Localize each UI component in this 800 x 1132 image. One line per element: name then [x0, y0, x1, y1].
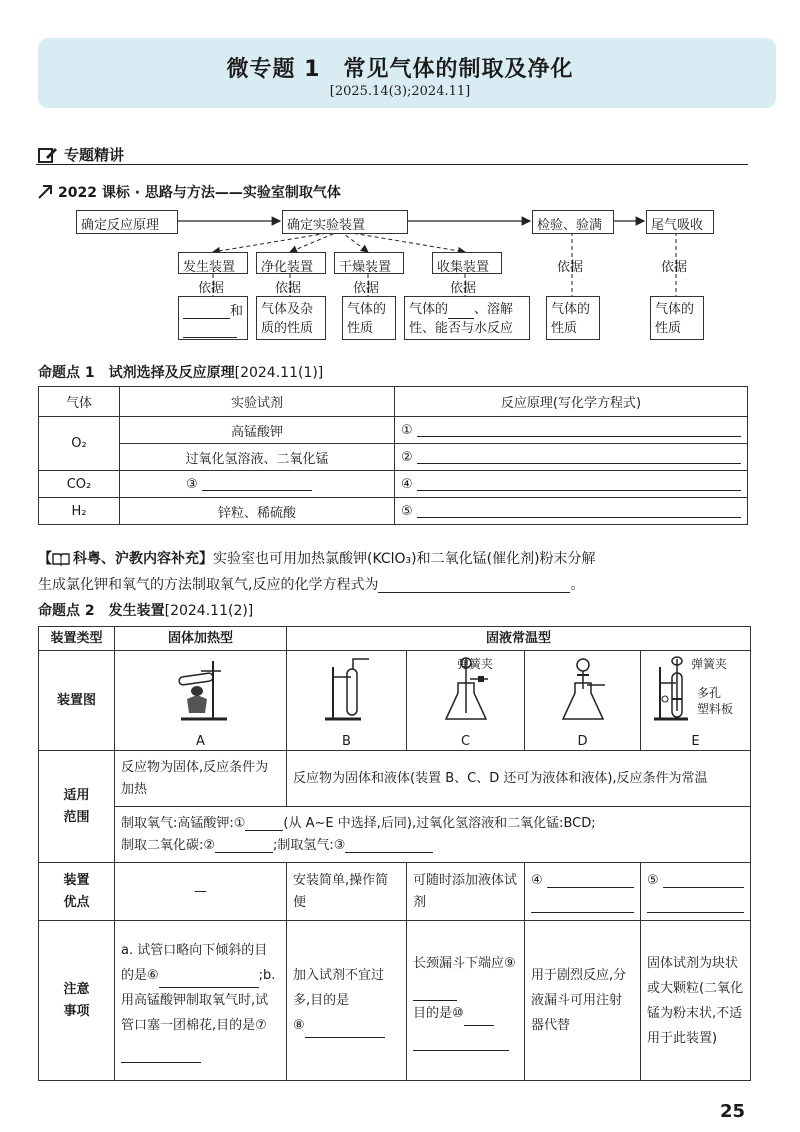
- adv-a: —: [115, 863, 287, 921]
- answer-blank[interactable]: [159, 973, 219, 988]
- scope-answers: 制取氧气:高锰酸钾:① (从 A~E 中选择,后同),过氧化氢溶液和二氧化锰:BCD; 制取二氧化碳:② ;制取氢气:③: [115, 807, 751, 863]
- gas-co2: CO₂: [39, 471, 120, 498]
- adv-d[interactable]: ④: [525, 863, 641, 921]
- point2-table: [38, 626, 751, 1081]
- answer-blank[interactable]: [183, 304, 230, 319]
- box-gen: 发生装置: [178, 252, 248, 274]
- answer-blank[interactable]: [448, 306, 474, 319]
- row-scope-label: 适用 范围: [39, 751, 115, 863]
- answer-blank[interactable]: [378, 578, 570, 593]
- point1-table: [38, 386, 748, 525]
- answer-reagent-3[interactable]: ③: [120, 471, 395, 498]
- col-principle: 反应原理(写化学方程式): [395, 387, 748, 417]
- adv-e[interactable]: ⑤: [641, 863, 751, 921]
- apparatus-d: [525, 651, 641, 751]
- col-solid-heat: 固体加热型: [115, 627, 287, 651]
- box-purify: 净化装置: [256, 252, 326, 274]
- box-dry: 干燥装置: [334, 252, 404, 274]
- check-basis-box: 气体的性质: [546, 296, 600, 340]
- reagent-kmno4: 高锰酸钾: [120, 417, 395, 444]
- basis-label: 依据: [661, 260, 688, 275]
- tail-basis-box: 气体的性质: [650, 296, 704, 340]
- adv-b: 安装简单,操作简便: [287, 863, 407, 921]
- simple-tube-apparatus-icon: [317, 653, 377, 727]
- apparatus-c: 弹簧夹 C: [407, 651, 525, 751]
- apparatus-label: A: [196, 733, 205, 749]
- point2-heading: 命题点 2 发生装置[2024.11(2)]: [38, 603, 254, 619]
- basis-label: 依据: [557, 260, 584, 275]
- col-reagent: 实验试剂: [120, 387, 395, 417]
- box-device: 确定实验装置: [282, 210, 408, 234]
- answer-blank[interactable]: [121, 1048, 201, 1063]
- row-note-label: 注意 事项: [39, 921, 115, 1081]
- heating-apparatus-icon: [161, 653, 241, 727]
- row-adv-label: 装置 优点: [39, 863, 115, 921]
- box-principle: 确定反应原理: [76, 210, 178, 234]
- box-check: 检验、验满: [532, 210, 614, 234]
- answer-blank[interactable]: [219, 973, 259, 988]
- note-d: 用于剧烈反应,分液漏斗可用注射器代替: [525, 921, 641, 1081]
- gas-h2: H₂: [39, 498, 120, 525]
- apparatus-label: B: [342, 733, 351, 749]
- apparatus-label: C: [460, 733, 471, 749]
- answer-blank[interactable]: [215, 838, 273, 853]
- gas-o2: O₂: [39, 417, 120, 471]
- reagent-h2o2: 过氧化氢溶液、二氧化锰: [120, 444, 395, 471]
- scope-bcde: 反应物为固体和液体(装置 B、C、D 还可为液体和液体),反应条件为常温: [287, 751, 751, 807]
- answer-blank[interactable]: [183, 321, 237, 338]
- box-tail: 尾气吸收: [646, 210, 714, 234]
- col-solid-liquid: 固液常温型: [287, 627, 751, 651]
- gen-basis-box: 和: [178, 296, 248, 340]
- apparatus-a: [115, 651, 287, 751]
- answer-row-4[interactable]: ④: [395, 471, 748, 498]
- page-title: 微专题 1 常见气体的制取及净化: [226, 57, 574, 82]
- reagent-zn: 锌粒、稀硫酸: [120, 498, 395, 525]
- answer-blank[interactable]: [305, 1023, 385, 1038]
- section-heading: 专题精讲: [38, 144, 124, 165]
- page-number: 25: [719, 1101, 745, 1122]
- answer-row-5[interactable]: ⑤: [395, 498, 748, 525]
- note-c: 长颈漏斗下端应⑨ 目的是⑩: [407, 921, 525, 1081]
- collect-basis-box: 气体的 、溶解 性、能否与水反应: [404, 296, 530, 340]
- answer-row-2[interactable]: ②: [395, 444, 748, 471]
- basis-label: 依据: [198, 281, 225, 296]
- book-icon: [52, 552, 70, 566]
- basis-label: 依据: [275, 281, 302, 296]
- answer-blank[interactable]: [413, 986, 457, 1001]
- scope-a: 反应物为固体,反应条件为加热: [115, 751, 287, 807]
- note-a: a. 试管口略向下倾斜的目的是⑥ ;b. 用高锰酸钾制取氧气时,试管口塞一团棉花,目的是⑦: [115, 921, 287, 1081]
- basis-label: 依据: [450, 281, 477, 296]
- answer-blank[interactable]: [413, 1036, 509, 1051]
- answer-blank[interactable]: [245, 816, 283, 831]
- point1-heading: 命题点 1 试剂选择及反应原理[2024.11(1)]: [38, 365, 324, 381]
- supplement-paragraph: 【 科粤、沪教内容补充】 实验室也可用加热氯酸钾(KClO₃)和二氧化锰(催化剂)粉末分解 生成氯化钾和氧气的方法制取氧气,反应的化学方程式为 。: [38, 551, 596, 593]
- apparatus-label: E: [691, 733, 700, 749]
- row-diagram-label: 装置图: [39, 651, 115, 751]
- apparatus-e: 弹簧夹 多孔 塑料板 E: [641, 651, 751, 751]
- note-e: 固体试剂为块状或大颗粒(二氧化锰为粉末状,不适用于此装置): [641, 921, 751, 1081]
- apparatus-label: D: [577, 733, 588, 749]
- flask-dropping-funnel-icon: [553, 653, 613, 727]
- col-type: 装置类型: [39, 627, 115, 651]
- adv-c: 可随时添加液体试剂: [407, 863, 525, 921]
- col-gas: 气体: [39, 387, 120, 417]
- answer-row-1[interactable]: ①: [395, 417, 748, 444]
- dry-basis-box: 气体的性质: [342, 296, 396, 340]
- basis-label: 依据: [353, 281, 380, 296]
- apparatus-b: [287, 651, 407, 751]
- purify-basis-box: 气体及杂质的性质: [256, 296, 326, 340]
- flow-heading: 2022 课标 · 思路与方法——实验室制取气体: [38, 182, 341, 202]
- answer-blank[interactable]: [464, 1011, 494, 1026]
- title-reference: [2025.14(3);2024.11]: [329, 84, 471, 99]
- note-b: 加入试剂不宜过多,目的是 ⑧: [287, 921, 407, 1081]
- box-collect: 收集装置: [432, 252, 502, 274]
- answer-blank[interactable]: [345, 838, 433, 853]
